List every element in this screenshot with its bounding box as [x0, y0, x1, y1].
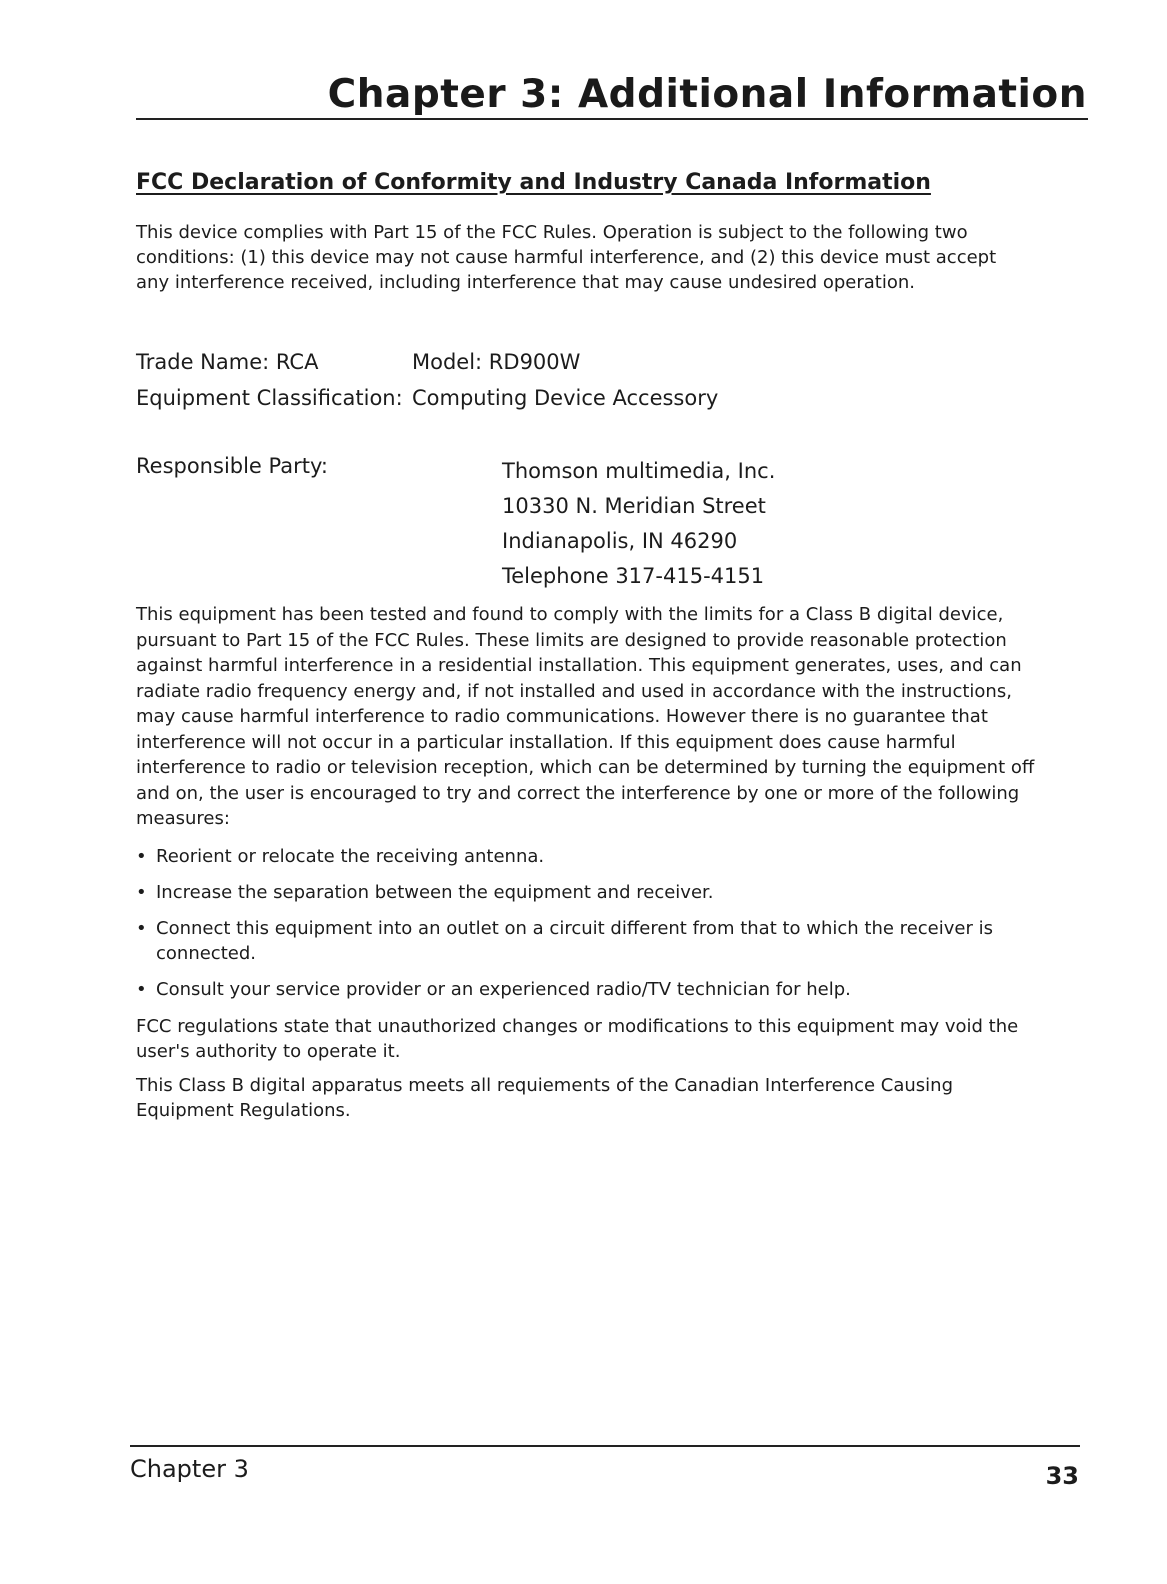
classification-value: Computing Device Accessory — [412, 386, 719, 410]
list-item — [136, 880, 1036, 905]
trade-name: Trade Name: RCA — [136, 350, 319, 374]
bullet-icon: • — [136, 979, 147, 1000]
trade-name-row — [136, 350, 581, 374]
footer-rule — [130, 1445, 1080, 1447]
address-line: Thomson multimedia, Inc. — [502, 459, 776, 483]
measure-text: Reorient or relocate the receiving antenna. — [156, 846, 545, 867]
measure-text: Connect this equipment into an outlet on a circuit different from that to which the receiver is connected. — [156, 918, 993, 964]
list-item — [136, 916, 1036, 966]
header-rule — [136, 118, 1088, 120]
responsible-party-label: Responsible Party: — [136, 454, 328, 478]
address-line: Indianapolis, IN 46290 — [502, 529, 738, 553]
list-item — [136, 844, 1036, 869]
measures-list — [136, 844, 1036, 1013]
address-line: 10330 N. Meridian Street — [502, 494, 766, 518]
chapter-title: Chapter 3: Additional Information — [327, 72, 1087, 117]
list-item — [136, 977, 1036, 1002]
measure-text: Increase the separation between the equipment and receiver. — [156, 882, 714, 903]
page-number: 33 — [1045, 1462, 1079, 1490]
footer-chapter-label: Chapter 3 — [130, 1455, 249, 1483]
compliance-paragraph: This equipment has been tested and found to comply with the limits for a Class B digital device, pursuant to Part 15 of the FCC Rules. These limits are designed to provide reasonable protection against harmful interference in a residential installation. This equipment generates, uses, and can radiate radio frequency energy and, if not installed and used in accordance with the instructions, may cause harmful interference to radio communications. However there is no guarantee that interference will not occur in a particular installation. If this equipment does cause harmful interference to radio or television reception, which can be determined by turning the equipment off and on, the user is encouraged to try and correct the interference by one or more of the following measures: — [136, 604, 1035, 829]
section-heading: FCC Declaration of Conformity and Industry Canada Information — [136, 170, 931, 195]
bullet-icon: • — [136, 882, 147, 903]
fcc-regulations-paragraph: FCC regulations state that unauthorized changes or modifications to this equipment may void the user's authority to operate it. — [136, 1016, 1019, 1062]
classification-row — [136, 386, 719, 410]
bullet-icon: • — [136, 846, 147, 867]
address-line: Telephone 317-415-4151 — [502, 564, 765, 588]
model: Model: RD900W — [412, 350, 581, 374]
intro-paragraph: This device complies with Part 15 of the FCC Rules. Operation is subject to the following two conditions: (1) this device may not cause harmful interference, and (2) this device must accept any interference received, including interference that may cause undesired operation. — [136, 222, 997, 293]
bullet-icon: • — [136, 918, 147, 939]
classification-label: Equipment Classification: — [136, 386, 403, 410]
responsible-party-address — [502, 454, 775, 594]
canada-paragraph: This Class B digital apparatus meets all requiements of the Canadian Interference Causing Equipment Regulations. — [136, 1075, 953, 1121]
measure-text: Consult your service provider or an experienced radio/TV technician for help. — [156, 979, 851, 1000]
